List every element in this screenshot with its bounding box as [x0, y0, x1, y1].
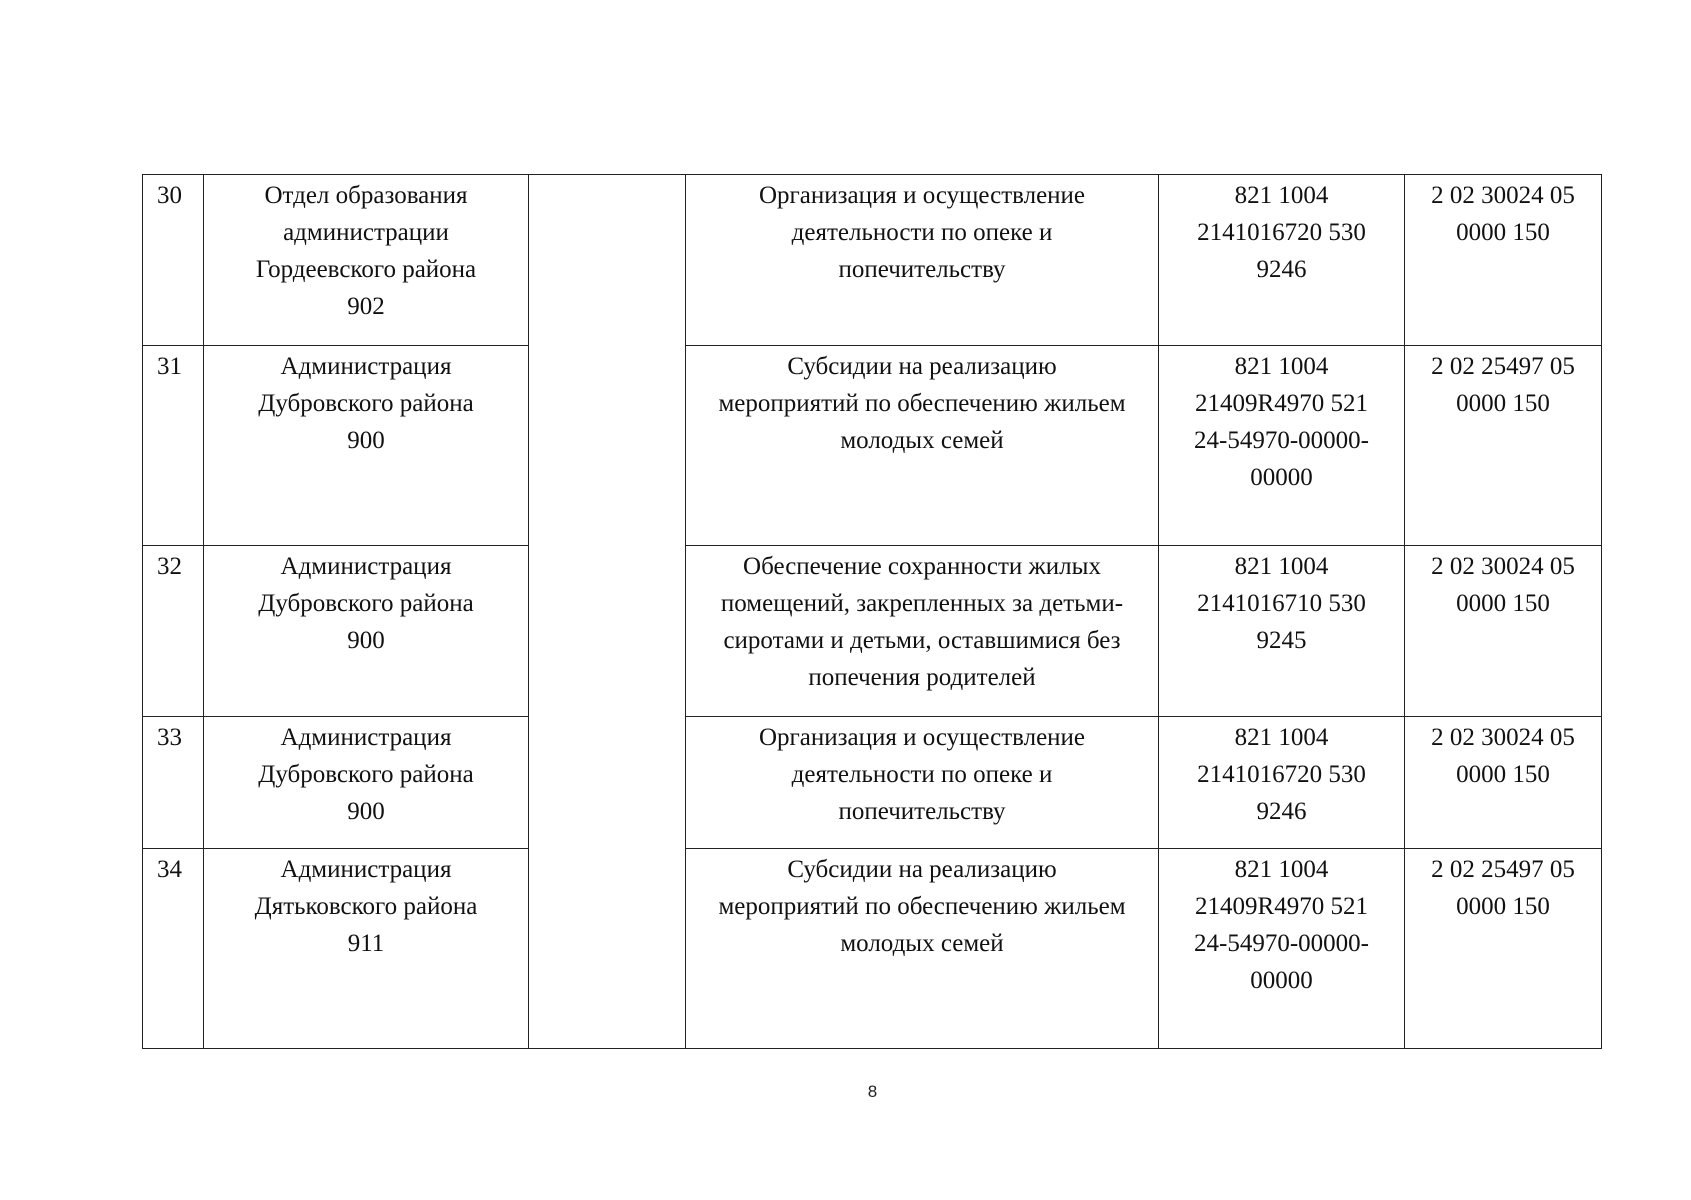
- revenue-code-cell: 2 02 25497 05 0000 150: [1405, 849, 1602, 1049]
- empty-cell: [529, 175, 686, 1049]
- organization-cell: Администрация Дубровского района 900: [204, 546, 529, 717]
- table-row: [143, 546, 1602, 717]
- table-row: [143, 849, 1602, 1049]
- budget-code-cell: 821 1004 2141016720 530 9246: [1159, 175, 1405, 346]
- table-row: [143, 717, 1602, 849]
- revenue-code-cell: 2 02 30024 05 0000 150: [1405, 546, 1602, 717]
- row-number: 34: [143, 849, 204, 1049]
- allocation-table: [142, 174, 1602, 1049]
- organization-cell: Администрация Дятьковского района 911: [204, 849, 529, 1049]
- row-number: 33: [143, 717, 204, 849]
- table-row: [143, 175, 1602, 346]
- budget-code-cell: 821 1004 21409R4970 521 24-54970-00000- 00000: [1159, 346, 1405, 546]
- organization-cell: Администрация Дубровского района 900: [204, 346, 529, 546]
- organization-cell: Отдел образования администрации Гордеевского района 902: [204, 175, 529, 346]
- description-cell: Организация и осуществление деятельности по опеке и попечительству: [686, 717, 1159, 849]
- row-number: 30: [143, 175, 204, 346]
- budget-code-cell: 821 1004 2141016720 530 9246: [1159, 717, 1405, 849]
- description-cell: Обеспечение сохранности жилых помещений, закрепленных за детьми- сиротами и детьми, оставшимися без попечения родителей: [686, 546, 1159, 717]
- revenue-code-cell: 2 02 30024 05 0000 150: [1405, 175, 1602, 346]
- description-cell: Субсидии на реализацию мероприятий по обеспечению жильем молодых семей: [686, 346, 1159, 546]
- description-cell: Субсидии на реализацию мероприятий по обеспечению жильем молодых семей: [686, 849, 1159, 1049]
- table-row: [143, 346, 1602, 546]
- revenue-code-cell: 2 02 25497 05 0000 150: [1405, 346, 1602, 546]
- revenue-code-cell: 2 02 30024 05 0000 150: [1405, 717, 1602, 849]
- organization-cell: Администрация Дубровского района 900: [204, 717, 529, 849]
- page-number: 8: [867, 1082, 878, 1101]
- budget-code-cell: 821 1004 2141016710 530 9245: [1159, 546, 1405, 717]
- row-number: 31: [143, 346, 204, 546]
- row-number: 32: [143, 546, 204, 717]
- description-cell: Организация и осуществление деятельности по опеке и попечительству: [686, 175, 1159, 346]
- budget-code-cell: 821 1004 21409R4970 521 24-54970-00000- 00000: [1159, 849, 1405, 1049]
